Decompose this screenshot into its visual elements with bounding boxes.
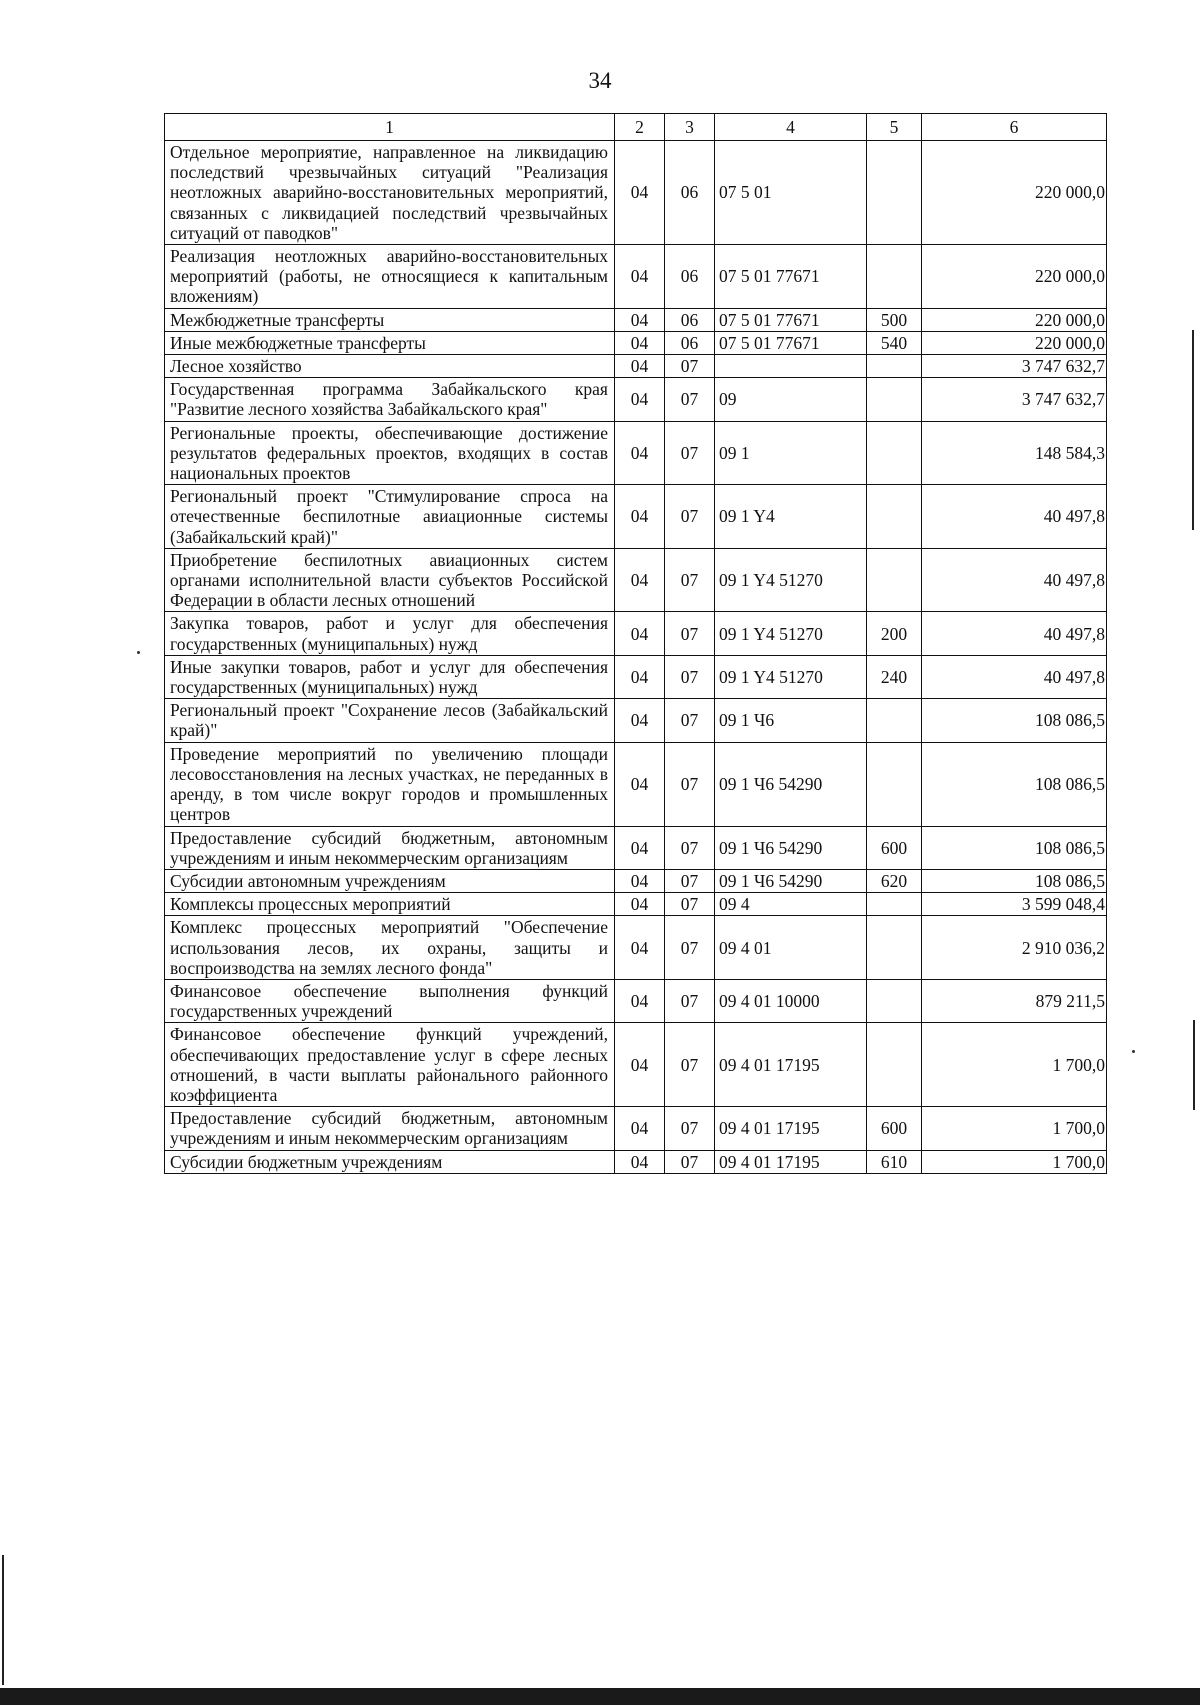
row-amount: 1 700,0: [922, 1023, 1107, 1107]
table-row: [165, 699, 1107, 742]
row-target-article: 09 1 Y4: [715, 485, 867, 549]
table-row: [165, 916, 1107, 980]
row-amount: 1 700,0: [922, 1150, 1107, 1173]
table-row: [165, 655, 1107, 698]
scan-edge-right: [1192, 330, 1194, 530]
row-section: 04: [615, 1150, 665, 1173]
header-col-3: 3: [665, 114, 715, 141]
row-amount: 40 497,8: [922, 548, 1107, 612]
row-amount: 1 700,0: [922, 1107, 1107, 1150]
scan-speck: [137, 651, 140, 654]
row-subsection: 07: [665, 699, 715, 742]
table-row: [165, 378, 1107, 421]
row-section: 04: [615, 655, 665, 698]
row-target-article: 09 4 01 17195: [715, 1107, 867, 1150]
row-name: Финансовое обеспечение выполнения функций государственных учреждений: [165, 979, 615, 1022]
row-amount: 220 000,0: [922, 245, 1107, 309]
row-target-article: 09 4 01 17195: [715, 1023, 867, 1107]
row-target-article: 07 5 01 77671: [715, 331, 867, 354]
row-subsection: 07: [665, 1150, 715, 1173]
table-row: [165, 1023, 1107, 1107]
row-expense-type: [867, 893, 922, 916]
row-subsection: 07: [665, 378, 715, 421]
table-row: [165, 1150, 1107, 1173]
row-amount: 220 000,0: [922, 308, 1107, 331]
row-name: Субсидии бюджетным учреждениям: [165, 1150, 615, 1173]
scan-edge-right: [1193, 1020, 1195, 1110]
row-expense-type: 500: [867, 308, 922, 331]
row-expense-type: [867, 485, 922, 549]
row-expense-type: 610: [867, 1150, 922, 1173]
row-subsection: 07: [665, 869, 715, 892]
row-target-article: 09 1 Y4 51270: [715, 548, 867, 612]
row-target-article: 09 1 Y4 51270: [715, 612, 867, 655]
row-target-article: 07 5 01 77671: [715, 308, 867, 331]
row-target-article: 09 1: [715, 421, 867, 485]
row-subsection: 07: [665, 1107, 715, 1150]
row-target-article: 09 4 01: [715, 916, 867, 980]
row-section: 04: [615, 141, 665, 245]
scan-edge-left: [2, 1555, 4, 1685]
row-name: Субсидии автономным учреждениям: [165, 869, 615, 892]
row-expense-type: [867, 378, 922, 421]
row-target-article: 09 4 01 10000: [715, 979, 867, 1022]
row-amount: 40 497,8: [922, 655, 1107, 698]
row-amount: 3 599 048,4: [922, 893, 1107, 916]
row-subsection: 07: [665, 826, 715, 869]
row-subsection: 07: [665, 548, 715, 612]
row-amount: 879 211,5: [922, 979, 1107, 1022]
row-subsection: 07: [665, 979, 715, 1022]
row-target-article: 09 4 01 17195: [715, 1150, 867, 1173]
row-target-article: 09 1 Ч6 54290: [715, 869, 867, 892]
row-subsection: 07: [665, 916, 715, 980]
row-expense-type: [867, 141, 922, 245]
row-subsection: 06: [665, 331, 715, 354]
table-row: [165, 1107, 1107, 1150]
row-section: 04: [615, 548, 665, 612]
table-row: [165, 548, 1107, 612]
row-target-article: 09 1 Ч6 54290: [715, 826, 867, 869]
row-name: Приобретение беспилотных авиационных систем органами исполнительной власти субъектов Российской Федерации в области лесных отношений: [165, 548, 615, 612]
row-subsection: 06: [665, 141, 715, 245]
row-amount: 220 000,0: [922, 331, 1107, 354]
row-subsection: 06: [665, 308, 715, 331]
header-col-4: 4: [715, 114, 867, 141]
row-subsection: 07: [665, 893, 715, 916]
row-name: Иные межбюджетные трансферты: [165, 331, 615, 354]
row-section: 04: [615, 485, 665, 549]
row-target-article: 09 4: [715, 893, 867, 916]
row-section: 04: [615, 308, 665, 331]
row-section: 04: [615, 355, 665, 378]
row-expense-type: [867, 1023, 922, 1107]
table-row: [165, 245, 1107, 309]
row-section: 04: [615, 331, 665, 354]
row-name: Региональный проект "Сохранение лесов (Забайкальский край)": [165, 699, 615, 742]
row-amount: 2 910 036,2: [922, 916, 1107, 980]
row-name: Комплексы процессных мероприятий: [165, 893, 615, 916]
row-expense-type: [867, 245, 922, 309]
row-name: Проведение мероприятий по увеличению площади лесовосстановления на лесных участках, не переданных в аренду, в том числе вокруг городов и промышленных центров: [165, 742, 615, 826]
scan-bottom-edge: [0, 1688, 1200, 1705]
row-target-article: 07 5 01: [715, 141, 867, 245]
row-name: Лесное хозяйство: [165, 355, 615, 378]
header-col-6: 6: [922, 114, 1107, 141]
row-subsection: 07: [665, 485, 715, 549]
row-amount: 3 747 632,7: [922, 378, 1107, 421]
row-amount: 108 086,5: [922, 869, 1107, 892]
table-row: [165, 742, 1107, 826]
row-name: Реализация неотложных аварийно-восстановительных мероприятий (работы, не относящиеся к капитальным вложениям): [165, 245, 615, 309]
table-row: [165, 331, 1107, 354]
row-target-article: 07 5 01 77671: [715, 245, 867, 309]
row-amount: 108 086,5: [922, 826, 1107, 869]
row-expense-type: [867, 979, 922, 1022]
row-name: Иные закупки товаров, работ и услуг для обеспечения государственных (муниципальных) нужд: [165, 655, 615, 698]
row-expense-type: [867, 355, 922, 378]
row-expense-type: [867, 699, 922, 742]
row-section: 04: [615, 826, 665, 869]
table-row: [165, 308, 1107, 331]
table-row: [165, 421, 1107, 485]
row-amount: 108 086,5: [922, 699, 1107, 742]
row-expense-type: [867, 421, 922, 485]
row-name: Региональный проект "Стимулирование спроса на отечественные беспилотные авиационные системы (Забайкальский край)": [165, 485, 615, 549]
row-target-article: 09 1 Y4 51270: [715, 655, 867, 698]
row-section: 04: [615, 1107, 665, 1150]
row-name: Финансовое обеспечение функций учреждений, обеспечивающих предоставление услуг в сфере лесных отношений, в части выплаты районального районного коэффициента: [165, 1023, 615, 1107]
row-name: Региональные проекты, обеспечивающие достижение результатов федеральных проектов, входящих в состав национальных проектов: [165, 421, 615, 485]
row-section: 04: [615, 245, 665, 309]
table-row: [165, 355, 1107, 378]
row-section: 04: [615, 1023, 665, 1107]
table-header-row: [165, 114, 1107, 141]
row-expense-type: 600: [867, 826, 922, 869]
row-expense-type: [867, 742, 922, 826]
row-expense-type: 540: [867, 331, 922, 354]
row-name: Отдельное мероприятие, направленное на ликвидацию последствий чрезвычайных ситуаций "Реализация неотложных аварийно-восстановительных мероприятий, связанных с ликвидацией последствий чрезвычайных ситуаций от паводков": [165, 141, 615, 245]
row-target-article: 09: [715, 378, 867, 421]
row-amount: 3 747 632,7: [922, 355, 1107, 378]
row-section: 04: [615, 699, 665, 742]
table-row: [165, 979, 1107, 1022]
table-row: [165, 893, 1107, 916]
header-col-1: 1: [165, 114, 615, 141]
row-section: 04: [615, 869, 665, 892]
row-name: Комплекс процессных мероприятий "Обеспечение использования лесов, их охраны, защиты и воспроизводства на землях лесного фонда": [165, 916, 615, 980]
row-expense-type: [867, 916, 922, 980]
table-row: [165, 612, 1107, 655]
row-amount: 220 000,0: [922, 141, 1107, 245]
row-expense-type: 600: [867, 1107, 922, 1150]
row-name: Предоставление субсидий бюджетным, автономным учреждениям и иным некоммерческим организациям: [165, 1107, 615, 1150]
table-row: [165, 141, 1107, 245]
row-target-article: 09 1 Ч6: [715, 699, 867, 742]
row-target-article: 09 1 Ч6 54290: [715, 742, 867, 826]
row-name: Государственная программа Забайкальского края "Развитие лесного хозяйства Забайкальского края": [165, 378, 615, 421]
row-name: Межбюджетные трансферты: [165, 308, 615, 331]
row-section: 04: [615, 421, 665, 485]
header-col-5: 5: [867, 114, 922, 141]
table-row: [165, 826, 1107, 869]
row-name: Предоставление субсидий бюджетным, автономным учреждениям и иным некоммерческим организациям: [165, 826, 615, 869]
row-subsection: 06: [665, 245, 715, 309]
row-expense-type: 200: [867, 612, 922, 655]
row-subsection: 07: [665, 355, 715, 378]
row-section: 04: [615, 612, 665, 655]
row-section: 04: [615, 916, 665, 980]
row-amount: 148 584,3: [922, 421, 1107, 485]
budget-table: [164, 113, 1107, 1174]
scan-speck: [1132, 1050, 1135, 1053]
row-subsection: 07: [665, 655, 715, 698]
row-target-article: [715, 355, 867, 378]
row-expense-type: 240: [867, 655, 922, 698]
header-col-2: 2: [615, 114, 665, 141]
row-amount: 40 497,8: [922, 612, 1107, 655]
row-section: 04: [615, 378, 665, 421]
row-expense-type: 620: [867, 869, 922, 892]
row-section: 04: [615, 979, 665, 1022]
row-section: 04: [615, 742, 665, 826]
row-subsection: 07: [665, 612, 715, 655]
row-subsection: 07: [665, 742, 715, 826]
table-row: [165, 485, 1107, 549]
table-row: [165, 869, 1107, 892]
row-amount: 108 086,5: [922, 742, 1107, 826]
row-amount: 40 497,8: [922, 485, 1107, 549]
row-section: 04: [615, 893, 665, 916]
row-subsection: 07: [665, 421, 715, 485]
page-number: 34: [588, 68, 612, 93]
row-name: Закупка товаров, работ и услуг для обеспечения государственных (муниципальных) нужд: [165, 612, 615, 655]
row-expense-type: [867, 548, 922, 612]
row-subsection: 07: [665, 1023, 715, 1107]
